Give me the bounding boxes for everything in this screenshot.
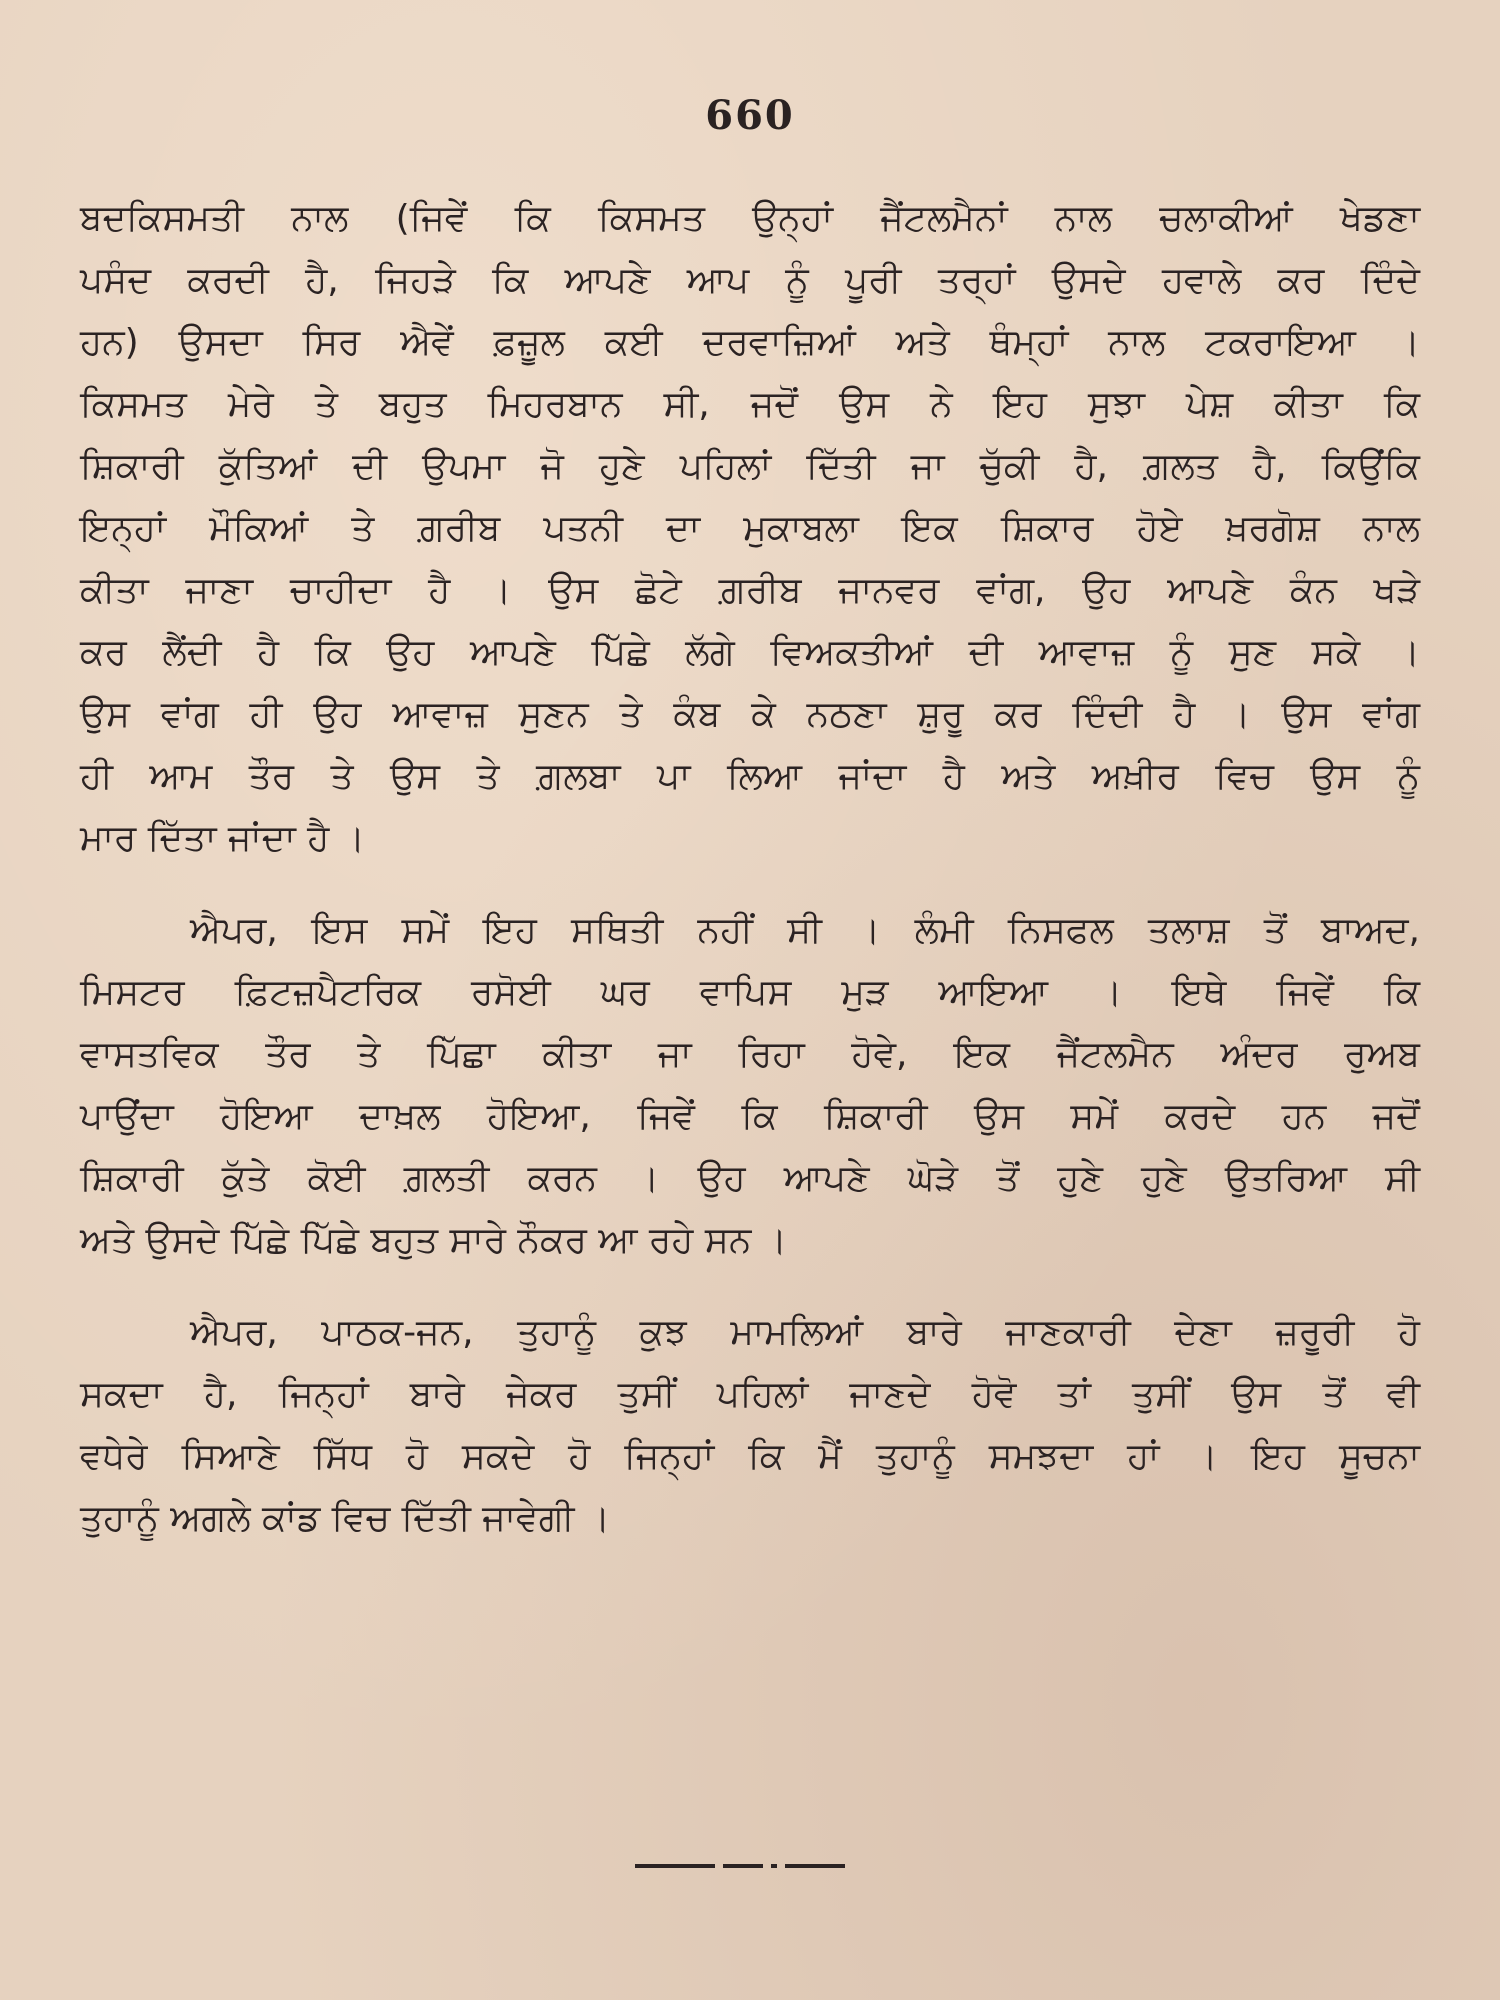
text-line: ਸ਼ਿਕਾਰੀ ਕੁੱਤਿਆਂ ਦੀ ਉਪਮਾ ਜੋ ਹੁਣੇ ਪਹਿਲਾਂ ਦਿੱਤੀ ਜਾ ਚੁੱਕੀ ਹੈ, ਗ਼ਲਤ ਹੈ, ਕਿਉਂਕਿ [80,446,1420,487]
text-line: ਕਰ ਲੈਂਦੀ ਹੈ ਕਿ ਉਹ ਆਪਣੇ ਪਿੱਛੇ ਲੱਗੇ ਵਿਅਕਤੀਆਂ ਦੀ ਆਵਾਜ਼ ਨੂੰ ਸੁਣ ਸਕੇ । [80,632,1420,673]
text-line: ਐਪਰ, ਇਸ ਸਮੇਂ ਇਹ ਸਥਿਤੀ ਨਹੀਂ ਸੀ । ਲੰਮੀ ਨਿਸਫਲ ਤਲਾਸ਼ ਤੋਂ ਬਾਅਦ, [190,910,1420,951]
text-line: ਪਾਉਂਦਾ ਹੋਇਆ ਦਾਖ਼ਲ ਹੋਇਆ, ਜਿਵੇਂ ਕਿ ਸ਼ਿਕਾਰੀ ਉਸ ਸਮੇਂ ਕਰਦੇ ਹਨ ਜਦੋਂ [80,1096,1420,1137]
divider-dot [771,1864,777,1868]
text-line: ਪਸੰਦ ਕਰਦੀ ਹੈ, ਜਿਹੜੇ ਕਿ ਆਪਣੇ ਆਪ ਨੂੰ ਪੂਰੀ ਤਰ੍ਹਾਂ ਉਸਦੇ ਹਵਾਲੇ ਕਰ ਦਿੰਦੇ [80,260,1420,301]
divider-dash [635,1864,715,1868]
text-line: ਮਾਰ ਦਿੱਤਾ ਜਾਂਦਾ ਹੈ । [80,818,366,859]
paragraph-spacer [80,870,1420,900]
text-line: ਉਸ ਵਾਂਗ ਹੀ ਉਹ ਆਵਾਜ਼ ਸੁਣਨ ਤੇ ਕੰਬ ਕੇ ਨਠਣਾ ਸ਼ੁਰੂ ਕਰ ਦਿੰਦੀ ਹੈ । ਉਸ ਵਾਂਗ [80,694,1420,735]
paragraph-spacer [80,1272,1420,1302]
paragraph-3 [80,1302,1420,1550]
text-line: ਕੀਤਾ ਜਾਣਾ ਚਾਹੀਦਾ ਹੈ । ਉਸ ਛੋਟੇ ਗ਼ਰੀਬ ਜਾਨਵਰ ਵਾਂਗ, ਉਹ ਆਪਣੇ ਕੰਨ ਖੜੇ [80,570,1420,611]
text-line: ਇਨ੍ਹਾਂ ਮੌਕਿਆਂ ਤੇ ਗ਼ਰੀਬ ਪਤਨੀ ਦਾ ਮੁਕਾਬਲਾ ਇਕ ਸ਼ਿਕਾਰ ਹੋਏ ਖ਼ਰਗੋਸ਼ ਨਾਲ [80,508,1420,549]
page-number: 660 [705,92,795,139]
text-line: ਬਦਕਿਸਮਤੀ ਨਾਲ (ਜਿਵੇਂ ਕਿ ਕਿਸਮਤ ਉਨ੍ਹਾਂ ਜੈਂਟਲਮੈਨਾਂ ਨਾਲ ਚਲਾਕੀਆਂ ਖੇਡਣਾ [80,198,1420,239]
text-line: ਕਿਸਮਤ ਮੇਰੇ ਤੇ ਬਹੁਤ ਮਿਹਰਬਾਨ ਸੀ, ਜਦੋਂ ਉਸ ਨੇ ਇਹ ਸੁਝਾ ਪੇਸ਼ ਕੀਤਾ ਕਿ [80,384,1420,425]
text-line: ਸਕਦਾ ਹੈ, ਜਿਨ੍ਹਾਂ ਬਾਰੇ ਜੇਕਰ ਤੁਸੀਂ ਪਹਿਲਾਂ ਜਾਣਦੇ ਹੋਵੋ ਤਾਂ ਤੁਸੀਂ ਉਸ ਤੋਂ ਵੀ [80,1374,1420,1415]
text-line: ਅਤੇ ਉਸਦੇ ਪਿੱਛੇ ਪਿੱਛੇ ਬਹੁਤ ਸਾਰੇ ਨੌਕਰ ਆ ਰਹੇ ਸਨ । [80,1220,788,1261]
text-line: ਹੀ ਆਮ ਤੌਰ ਤੇ ਉਸ ਤੇ ਗ਼ਲਬਾ ਪਾ ਲਿਆ ਜਾਂਦਾ ਹੈ ਅਤੇ ਅਖ਼ੀਰ ਵਿਚ ਉਸ ਨੂੰ [80,756,1420,797]
divider-dash [785,1864,845,1868]
text-line: ਮਿਸਟਰ ਫ਼ਿਟਜ਼ਪੈਟਰਿਕ ਰਸੋਈ ਘਰ ਵਾਪਿਸ ਮੁੜ ਆਇਆ । ਇਥੇ ਜਿਵੇਂ ਕਿ [80,972,1420,1013]
text-line: ਹਨ) ਉਸਦਾ ਸਿਰ ਐਵੇਂ ਫ਼ਜ਼ੂਲ ਕਈ ਦਰਵਾਜ਼ਿਆਂ ਅਤੇ ਥੰਮ੍ਹਾਂ ਨਾਲ ਟਕਰਾਇਆ । [80,322,1420,363]
text-line: ਤੁਹਾਨੂੰ ਅਗਲੇ ਕਾਂਡ ਵਿਚ ਦਿੱਤੀ ਜਾਵੇਗੀ । [80,1498,611,1539]
divider-dash [723,1864,763,1868]
text-line: ਸ਼ਿਕਾਰੀ ਕੁੱਤੇ ਕੋਈ ਗ਼ਲਤੀ ਕਰਨ । ਉਹ ਆਪਣੇ ਘੋੜੇ ਤੋਂ ਹੁਣੇ ਹੁਣੇ ਉਤਰਿਆ ਸੀ [80,1158,1420,1199]
text-body [80,188,1420,1550]
text-line: ਵਾਸਤਵਿਕ ਤੌਰ ਤੇ ਪਿੱਛਾ ਕੀਤਾ ਜਾ ਰਿਹਾ ਹੋਵੇ, ਇਕ ਜੈਂਟਲਮੈਨ ਅੰਦਰ ਰੁਅਬ [80,1034,1420,1075]
paragraph-1 [80,188,1420,870]
section-end-divider [635,1864,865,1868]
paragraph-2 [80,900,1420,1272]
text-line: ਐਪਰ, ਪਾਠਕ-ਜਨ, ਤੁਹਾਨੂੰ ਕੁਝ ਮਾਮਲਿਆਂ ਬਾਰੇ ਜਾਣਕਾਰੀ ਦੇਣਾ ਜ਼ਰੂਰੀ ਹੋ [190,1312,1420,1353]
text-line: ਵਧੇਰੇ ਸਿਆਣੇ ਸਿੱਧ ਹੋ ਸਕਦੇ ਹੋ ਜਿਨ੍ਹਾਂ ਕਿ ਮੈਂ ਤੁਹਾਨੂੰ ਸਮਝਦਾ ਹਾਂ । ਇਹ ਸੂਚਨਾ [80,1436,1420,1477]
